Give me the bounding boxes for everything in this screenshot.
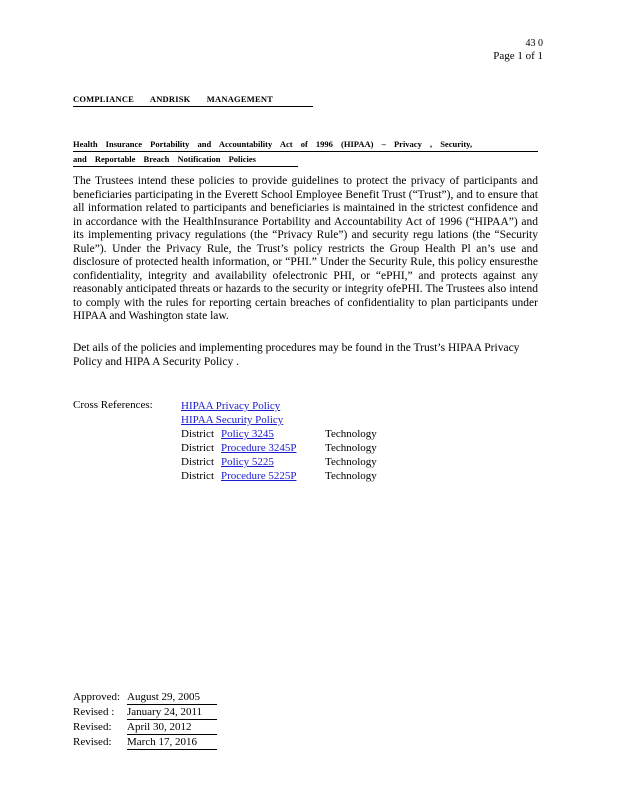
approval-row <box>73 720 217 735</box>
approval-label: Approved: <box>73 691 121 704</box>
cross-reference-row <box>181 441 377 455</box>
policy-details-paragraph: Det ails of the policies and implementing procedures may be found in the Trust’s HIPAA Privacy Policy and HIPA A Security Policy . <box>73 342 520 368</box>
procedure-3245p-link[interactable]: Procedure 3245P <box>221 442 297 454</box>
page-number: Page 1 of 1 <box>493 50 543 62</box>
cross-references-table <box>181 399 377 483</box>
approval-date: April 30, 2012 <box>127 720 217 735</box>
approval-row <box>73 690 217 705</box>
hipaa-privacy-policy-link[interactable]: HIPAA Privacy Policy <box>181 400 281 412</box>
cross-reference-prefix: District <box>181 442 214 454</box>
cross-reference-category: Technology <box>325 428 377 440</box>
cross-reference-category: Technology <box>325 456 377 468</box>
policy-5225-link[interactable]: Policy 5225 <box>221 456 274 468</box>
approval-date: January 24, 2011 <box>127 705 217 720</box>
cross-reference-row <box>181 413 377 427</box>
approval-history <box>73 690 217 750</box>
approval-date: March 17, 2016 <box>127 735 217 750</box>
cross-reference-prefix: District <box>181 456 214 468</box>
policy-3245-link[interactable]: Policy 3245 <box>221 428 274 440</box>
policy-body-paragraph: The Trustees intend these policies to provide guidelines to protect the privacy of participants and beneficiaries participating in the Everett School Employee Benefit Trust (“Trust”), and to ensure that all information related to participants and beneficiaries is maintained in the strictest confidence and in accordance with the HealthInsurance Portability and Accountability Act of 1996 (“HIPAA”) and its implementing privacy regulations (the “Privacy Rule”) and security regu lations (the “Security Rule”). Under the Privacy Rule, the Trust’s policy restricts the Group Health Pl an’s use and disclosure of protected health information, or “PHI.” Under the Security Rule, this policy ensuresthe confidentiality, integrity and availability ofelectronic PHI, or “ePHI,” and protects against any reasonably anticipated threats or hazards to the security or integrity ofePHI. The Trustees also intend to comply with the rules for reporting certain breaches of confidentiality to plan participants under HIPAA and Washington state law. <box>73 175 538 322</box>
approval-label: Revised : <box>73 706 115 718</box>
cross-reference-category: Technology <box>325 470 377 482</box>
cross-reference-row <box>181 399 377 413</box>
cross-reference-category: Technology <box>325 442 377 454</box>
cross-reference-row <box>181 455 377 469</box>
policy-title <box>73 137 538 167</box>
section-title: COMPLIANCE ANDRISK MANAGEMENT <box>73 94 313 107</box>
approval-date: August 29, 2005 <box>127 690 217 705</box>
cross-reference-row <box>181 469 377 483</box>
cross-reference-prefix: District <box>181 470 214 482</box>
policy-number: 43 0 <box>525 38 543 49</box>
cross-reference-category <box>325 399 377 413</box>
approval-row <box>73 735 217 750</box>
cross-reference-category <box>325 413 377 427</box>
approval-label: Revised: <box>73 721 112 733</box>
approval-label: Revised: <box>73 736 112 748</box>
hipaa-security-policy-link[interactable]: HIPAA Security Policy <box>181 414 284 426</box>
approval-row <box>73 705 217 720</box>
cross-references-label: Cross References: <box>73 399 153 411</box>
policy-title-line-2: and Reportable Breach Notification Policies <box>73 152 298 167</box>
policy-title-line-1: Health Insurance Portability and Accountability Act of 1996 (HIPAA) – Privacy , Security, <box>73 137 538 152</box>
cross-reference-row <box>181 427 377 441</box>
procedure-5225p-link[interactable]: Procedure 5225P <box>221 470 297 482</box>
cross-reference-prefix: District <box>181 428 214 440</box>
